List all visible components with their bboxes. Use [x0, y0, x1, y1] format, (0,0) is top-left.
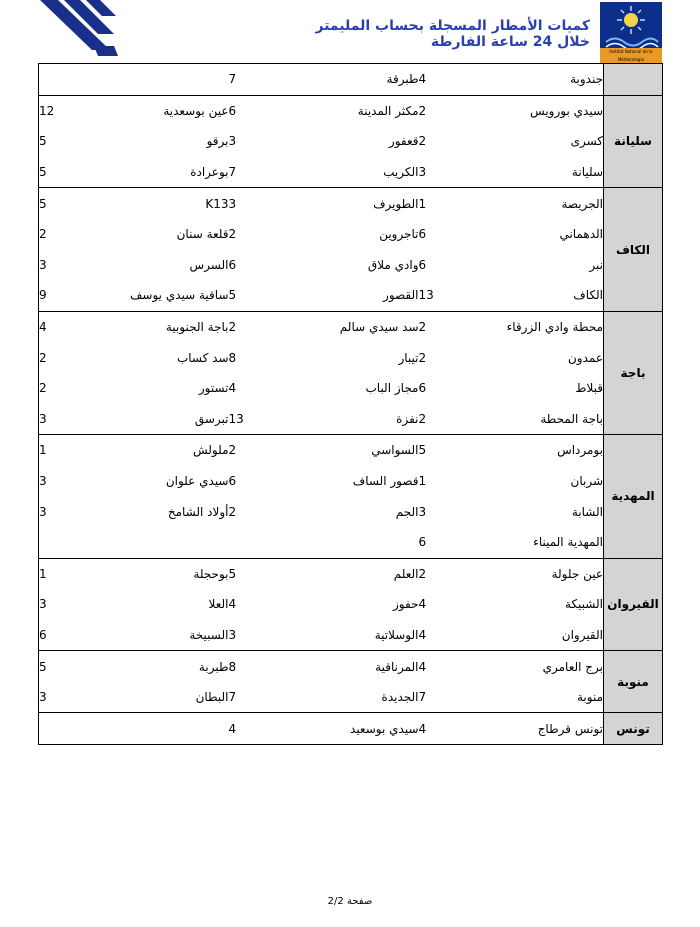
- station-name: الجديدة: [381, 690, 419, 705]
- station-name: قصور الساف: [352, 474, 419, 489]
- station-value: 6: [418, 257, 427, 272]
- station-value: 1: [418, 474, 427, 489]
- station-value: 3: [39, 504, 47, 519]
- page-title: [316, 18, 591, 50]
- station-value: 4: [228, 381, 237, 396]
- station-value: 2: [228, 504, 237, 519]
- station-value: 3: [229, 188, 274, 219]
- station-value: 4: [419, 64, 454, 96]
- station-name: المهدية الميناء: [533, 535, 603, 550]
- station-value: 2: [419, 311, 454, 342]
- table-row: [39, 496, 663, 527]
- station-name: برقو: [206, 134, 229, 149]
- station-value: 7: [228, 690, 237, 705]
- corner-stripes-decoration: [0, 0, 130, 60]
- station-value: 3: [418, 165, 427, 180]
- station-name: شربان: [570, 474, 603, 489]
- title-line-1: كميات الأمطار المسجلة بحساب المليمتر: [315, 18, 590, 34]
- station-name: تبرسق: [194, 411, 229, 426]
- station-value: 5: [39, 651, 84, 682]
- station-value: 9: [39, 288, 47, 303]
- station-value: [39, 527, 84, 558]
- table-row: [39, 311, 663, 342]
- region-label: المهدية: [604, 435, 663, 558]
- station-name: الطويرف: [274, 188, 419, 219]
- table-row: [39, 682, 663, 713]
- station-name: القيروان: [561, 627, 603, 642]
- station-name: محطة وادي الزرقاء: [454, 311, 604, 342]
- station-name: القصور: [383, 288, 419, 303]
- table-row: [39, 558, 663, 589]
- station-name: الكاف: [573, 288, 603, 303]
- station-name: العلا: [208, 597, 229, 612]
- station-name: بوعرادة: [190, 165, 229, 180]
- table-row: [39, 620, 663, 651]
- table-row: [39, 589, 663, 620]
- station-name: طبرقة: [274, 64, 419, 96]
- sun-waves-icon: [600, 2, 662, 50]
- station-name: [84, 527, 229, 558]
- station-value: 8: [229, 651, 274, 682]
- region-label: سليانة: [604, 95, 663, 188]
- table-row: [39, 342, 663, 373]
- station-name: K13: [84, 188, 229, 219]
- station-value: 3: [228, 134, 237, 149]
- station-value: 3: [39, 411, 47, 426]
- station-value: 7: [228, 165, 237, 180]
- station-value: 5: [228, 288, 237, 303]
- region-label: الكاف: [604, 188, 663, 311]
- table-row: [39, 713, 663, 745]
- station-value: 6: [39, 627, 47, 642]
- station-name: وادي ملاق: [367, 257, 419, 272]
- station-value: 2: [228, 227, 237, 242]
- station-value: 2: [419, 95, 454, 126]
- station-name: باجة الجنوبية: [84, 311, 229, 342]
- region-label: منوبة: [604, 651, 663, 713]
- title-line-2: خلال 24 ساعة الفارطة: [430, 34, 590, 50]
- station-name: برج العامري: [454, 651, 604, 682]
- station-value: 4: [229, 713, 274, 745]
- station-name: الشابة: [571, 504, 603, 519]
- station-value: 6: [229, 95, 274, 126]
- station-name: ساقية سيدي يوسف: [129, 288, 229, 303]
- station-name: نبر: [589, 257, 603, 272]
- station-value: 2: [418, 134, 427, 149]
- station-name: عين بوسعدية: [84, 95, 229, 126]
- station-name: البطان: [195, 690, 229, 705]
- station-value: 2: [418, 411, 427, 426]
- station-value: 5: [229, 558, 274, 589]
- station-value: 5: [39, 165, 47, 180]
- station-name: باجة المحطة: [540, 411, 603, 426]
- table-row: [39, 466, 663, 497]
- table-row: [39, 250, 663, 281]
- station-name: تستور: [198, 381, 229, 396]
- station-value: 6: [418, 227, 427, 242]
- station-value: 13: [418, 288, 434, 303]
- station-value: 4: [418, 597, 427, 612]
- region-label: تونس: [604, 713, 663, 745]
- station-name: منوبة: [576, 690, 603, 705]
- station-value: [39, 713, 84, 745]
- station-name: سد كساب: [176, 350, 229, 365]
- table-row: [39, 219, 663, 250]
- station-name: سليانة: [571, 165, 603, 180]
- station-name: نفزة: [396, 411, 419, 426]
- table-row: [39, 527, 663, 558]
- station-value: 2: [418, 350, 427, 365]
- station-value: 5: [419, 435, 454, 466]
- page-number: صفحة 2/2: [327, 896, 373, 907]
- station-value: 2: [39, 227, 47, 242]
- station-name: ملولش: [84, 435, 229, 466]
- station-value: 4: [39, 311, 84, 342]
- station-name: مكثر المدينة: [274, 95, 419, 126]
- table-row: [39, 651, 663, 682]
- station-name: سد سيدي سالم: [274, 311, 419, 342]
- station-name: الشبيكة: [565, 597, 603, 612]
- station-name: مجاز الباب: [365, 381, 419, 396]
- station-value: 2: [419, 558, 454, 589]
- station-name: سيدي بوسعيد: [274, 713, 419, 745]
- station-name: عمدون: [567, 350, 603, 365]
- station-value: 6: [418, 535, 427, 550]
- station-name: الكريب: [383, 165, 419, 180]
- station-value: 2: [39, 381, 47, 396]
- station-name: قعفور: [388, 134, 419, 149]
- table-row: [39, 280, 663, 311]
- station-name: قلعة سنان: [176, 227, 229, 242]
- rainfall-table: [38, 63, 663, 745]
- station-value: 2: [229, 435, 274, 466]
- table-row: [39, 64, 663, 96]
- station-value: 5: [39, 188, 84, 219]
- table-row: [39, 157, 663, 188]
- station-name: تاجروين: [379, 227, 419, 242]
- station-value: 7: [418, 690, 427, 705]
- region-label: القيروان: [604, 558, 663, 651]
- station-value: 1: [39, 435, 84, 466]
- station-value: 4: [419, 713, 454, 745]
- station-value: 1: [39, 558, 84, 589]
- station-name: [84, 64, 229, 96]
- station-name: سيدي علوان: [165, 474, 229, 489]
- station-name: تونس قرطاج: [454, 713, 604, 745]
- station-name: السرس: [189, 257, 229, 272]
- station-name: الجم: [395, 504, 419, 519]
- station-value: 5: [39, 134, 47, 149]
- station-name: العلم: [274, 558, 419, 589]
- station-value: 3: [228, 627, 237, 642]
- table-row: [39, 188, 663, 219]
- station-value: 2: [229, 311, 274, 342]
- station-name: حفوز: [393, 597, 419, 612]
- station-name: الجريصة: [454, 188, 604, 219]
- station-value: [229, 527, 274, 558]
- station-name: أولاد الشامخ: [167, 504, 229, 519]
- station-name: السبيخة: [189, 627, 229, 642]
- station-name: [274, 527, 419, 558]
- station-value: 3: [39, 257, 47, 272]
- station-name: الوسلاتية: [374, 627, 419, 642]
- station-name: [84, 713, 229, 745]
- logo-caption: Institut National de la Météorologie: [600, 48, 662, 64]
- station-value: 6: [228, 474, 237, 489]
- station-name: طبربة: [84, 651, 229, 682]
- station-name: كسرى: [570, 134, 603, 149]
- station-name: قبلاط: [575, 381, 603, 396]
- region-label: [604, 64, 663, 96]
- station-value: 2: [39, 350, 47, 365]
- station-name: السواسي: [274, 435, 419, 466]
- station-name: الدهماني: [559, 227, 603, 242]
- station-value: 4: [419, 651, 454, 682]
- table-row: [39, 373, 663, 404]
- station-name: جندوبة: [454, 64, 604, 96]
- station-value: [39, 64, 84, 96]
- table-row: [39, 435, 663, 466]
- station-value: 4: [228, 597, 237, 612]
- station-value: 6: [228, 257, 237, 272]
- station-name: عين جلولة: [454, 558, 604, 589]
- station-value: 12: [39, 95, 84, 126]
- station-value: 3: [39, 597, 47, 612]
- table-row: [39, 404, 663, 435]
- station-name: بوحجلة: [84, 558, 229, 589]
- station-name: المرناقية: [274, 651, 419, 682]
- station-name: بومرداس: [454, 435, 604, 466]
- station-name: تيبار: [398, 350, 419, 365]
- station-value: 3: [418, 504, 427, 519]
- station-value: 6: [418, 381, 427, 396]
- station-value: 13: [228, 411, 244, 426]
- station-value: 3: [39, 690, 47, 705]
- station-value: 7: [229, 64, 274, 96]
- station-value: 1: [419, 188, 454, 219]
- table-row: [39, 95, 663, 126]
- station-value: 4: [418, 627, 427, 642]
- station-name: سيدي بورويس: [454, 95, 604, 126]
- station-value: 8: [228, 350, 237, 365]
- table-row: [39, 126, 663, 157]
- region-label: باجة: [604, 311, 663, 434]
- station-value: 3: [39, 474, 47, 489]
